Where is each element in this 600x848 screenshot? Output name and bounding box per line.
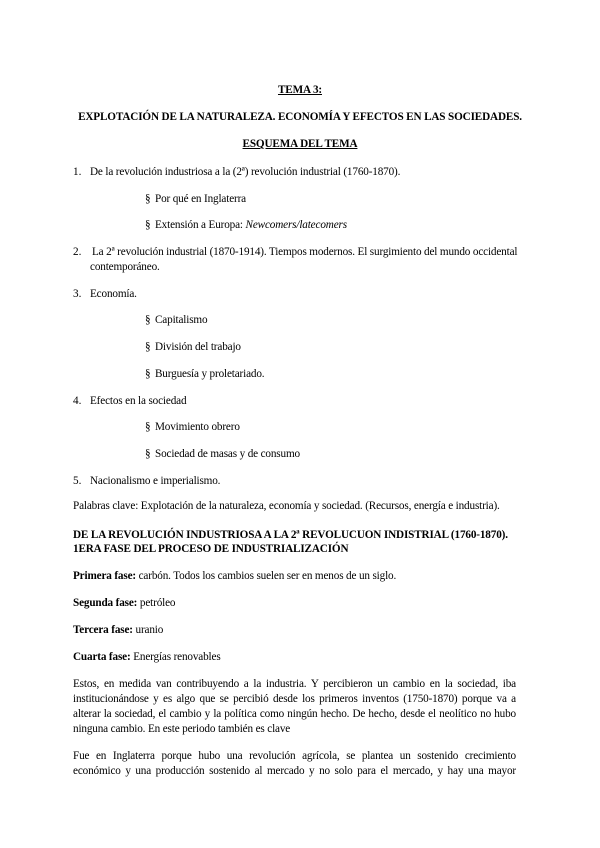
phase-label: Cuarta fase:: [73, 651, 131, 663]
bullet-icon: §: [145, 421, 151, 433]
keywords-line: Palabras clave: Explotación de la naturaleza, economía y sociedad. (Recursos, energía e industria).: [73, 500, 500, 512]
phase-line: [73, 651, 221, 664]
bullet-icon: §: [145, 193, 151, 205]
phase-text: uranio: [132, 624, 164, 636]
outline-item: Efectos en la sociedad: [90, 395, 187, 407]
bullet-icon: §: [145, 341, 151, 353]
phase-line: [73, 570, 396, 583]
topic-number: TEMA 3:: [277, 84, 322, 96]
paragraph-line: económico y una producción sostenido al mercado y no solo para el mercado, y hay una mayor: [73, 765, 516, 777]
phase-label: Segunda fase:: [73, 597, 138, 609]
phase-label: Primera fase:: [73, 570, 136, 582]
phase-line: [73, 624, 163, 637]
paragraph-line: Fue en Inglaterra porque hubo una revolución agrícola, se plantea un sostenido crecimiento: [73, 750, 516, 762]
outline-number: 4.: [73, 395, 82, 407]
bullet-icon: §: [145, 314, 151, 326]
outline-subitem: División del trabajo: [155, 341, 241, 353]
subitem-italic-text: Newcomers/latecomers: [245, 219, 347, 231]
paragraph-line: institucionándose y es algo que se percibió desde los primeros inventos (1750-1870) porque va a: [73, 693, 516, 705]
outline-item: La 2ª revolución industrial (1870-1914). Tiempos modernos. El surgimiento del mundo occidental: [92, 246, 518, 258]
outline-heading: ESQUEMA DEL TEMA: [242, 138, 358, 150]
bullet-icon: §: [145, 219, 151, 231]
phase-text: petróleo: [137, 597, 176, 609]
outline-number: 1.: [73, 166, 82, 178]
outline-subitem: Capitalismo: [155, 314, 208, 326]
subitem-text: Extensión a Europa:: [155, 219, 246, 231]
outline-number: 2.: [73, 246, 82, 258]
paragraph-line: ninguna cambio. En este periodo también es clave: [73, 723, 291, 735]
outline-subitem: [155, 219, 347, 232]
outline-number: 5.: [73, 475, 82, 487]
outline-subitem: Sociedad de masas y de consumo: [155, 448, 300, 460]
outline-subitem: Burguesía y proletariado.: [155, 368, 265, 380]
document-title: EXPLOTACIÓN DE LA NATURALEZA. ECONOMÍA Y EFECTOS EN LAS SOCIEDADES.: [78, 111, 522, 123]
outline-item: Economía.: [90, 288, 137, 300]
outline-subitem: Por qué en Inglaterra: [155, 193, 246, 205]
bullet-icon: §: [145, 448, 151, 460]
outline-number: 3.: [73, 288, 82, 300]
phase-label: Tercera fase:: [73, 624, 133, 636]
outline-item: De la revolución industriosa a la (2ª) revolución industrial (1760-1870).: [90, 166, 401, 178]
paragraph-line: alterar la sociedad, el cambio y la política como ningún hecho. De hecho, desde el neolítico no hubo: [73, 708, 516, 720]
phase-text: carbón. Todos los cambios suelen ser en menos de un siglo.: [135, 570, 397, 582]
section-heading: DE LA REVOLUCIÓN INDUSTRIOSA A LA 2ª REVOLUCUON INDISTRIAL (1760-1870).: [73, 529, 508, 541]
paragraph-line: Estos, en medida van contribuyendo a la industria. Y percibieron un cambio en la sociedad, iba: [73, 678, 516, 690]
bullet-icon: §: [145, 368, 151, 380]
phase-line: [73, 597, 175, 610]
outline-item: Nacionalismo e imperialismo.: [90, 475, 221, 487]
phase-text: Energías renovables: [130, 651, 221, 663]
outline-subitem: Movimiento obrero: [155, 421, 240, 433]
section-subheading: 1ERA FASE DEL PROCESO DE INDUSTRIALIZACIÓN: [73, 543, 349, 555]
outline-item-continuation: contemporáneo.: [90, 261, 160, 273]
